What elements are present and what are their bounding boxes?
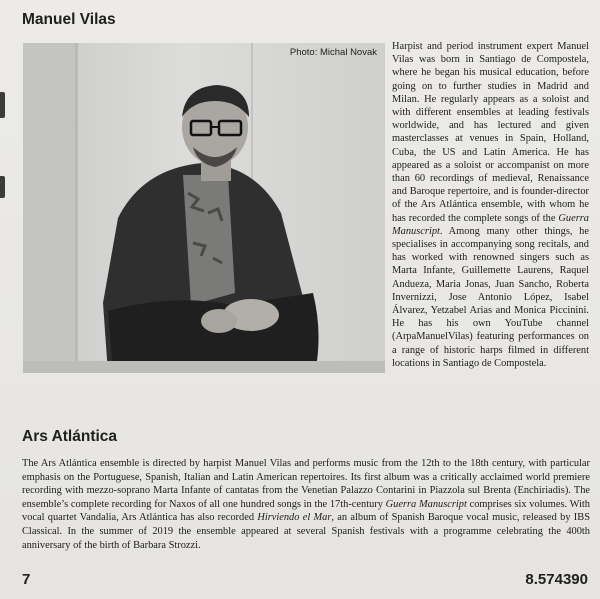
artist-heading: Manuel Vilas — [22, 11, 116, 28]
page-number: 7 — [22, 571, 31, 588]
spine-shadow — [0, 176, 5, 198]
ensemble-text: The Ars Atlántica ensemble is directed by harpist Manuel Vilas and performs music from the 12th to the 18th century, with particular emphasis on the Portuguese, Spanish, Italian and Latin American repertoires. Its first album was a critically acclaimed world premiere recording with mezzo-soprano Marta Infante of cantatas from the Venetian Palazzo Contarini in Piazzola sul Brenta (Enchiriadis). The ensemble’s complete recording for Naxos of all one hundred songs in the 17th-century — [22, 458, 590, 510]
ensemble-text: , an album of Spanish Baroque vocal music, released by IBS Classical. In the summer of 2019 the ensemble appeared at several Spanish festivals with a programme celebrating the 400th anniversary of the birth of Barbara Strozzi. — [22, 512, 590, 551]
bio-text: . Among many other things, he specialises in accompanying song recitals, and has worked with renowned singers such as Marta Infante, Guillemette Laurens, Raquel Andueza, Maria Jonas, Juan Sancho, Roberta Invernizzi, Jose Antonio López, Isabel Álvarez, Yetzabel Arias and Monica Piccinini. He has his own YouTube channel (ArpaManuelVilas) featuring performances on a range of historic harps filmed in different locations in Santiago de Compostela. — [392, 225, 589, 369]
bio-work-title: Guerra Manuscript — [392, 212, 589, 237]
bio-text: Harpist and period instrument expert Manuel Vilas was born in Santiago de Compostela, where he began his musical education, before going on to further studies in Madrid and Milan. He regularly appears as a soloist and with different ensembles at leading festivals worldwide, and has lectured and given masterclasses at venues in Spain, Holland, Cuba, the US and Latin America. He has appeared as a soloist or accompanist on more than 60 recordings of medieval, Renaissance and Baroque repertoire, and is founder-director of the Ars Atlántica ensemble, with whom he has recorded the complete songs of the — [392, 41, 589, 224]
artist-biography — [392, 40, 589, 370]
ensemble-album-title: Hirviendo el Mar — [257, 512, 332, 524]
ensemble-work-title: Guerra Manuscript — [385, 498, 467, 510]
ensemble-text: comprises six volumes. With vocal quartet Vandalia, Ars Atlántica has also recorded — [22, 498, 590, 524]
catalog-number: 8.574390 — [525, 571, 588, 588]
spine-shadow — [0, 92, 5, 118]
photo-credit: Photo: Michal Novak — [289, 47, 377, 58]
portrait-image — [23, 43, 385, 373]
ensemble-description — [22, 457, 590, 552]
ensemble-heading: Ars Atlántica — [22, 428, 118, 445]
artist-photo — [23, 43, 385, 373]
